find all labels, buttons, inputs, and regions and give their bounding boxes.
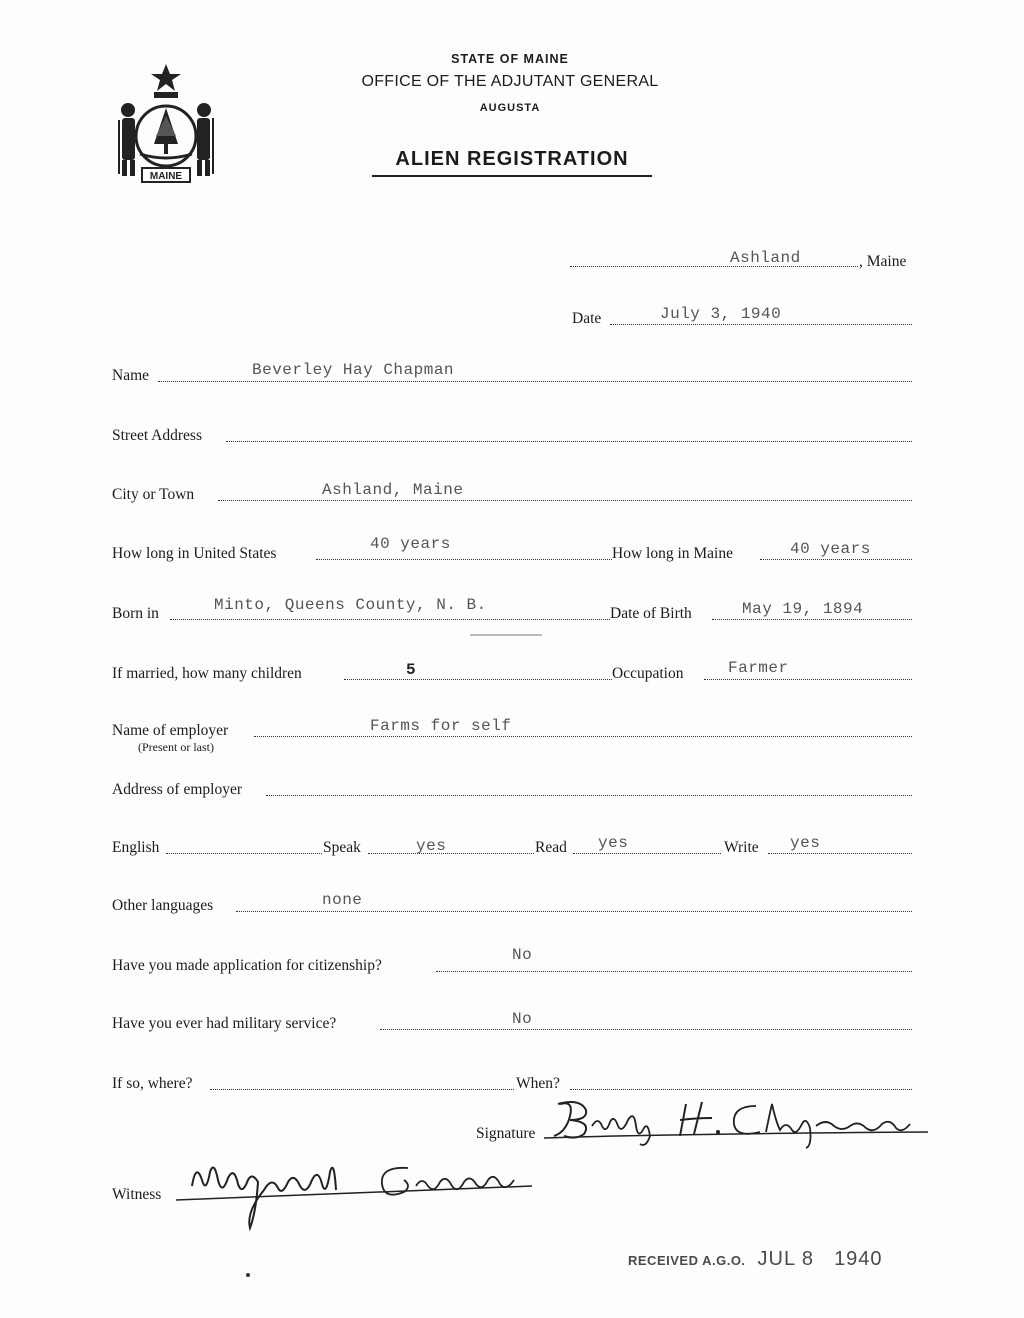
city-label: City or Town <box>112 486 195 503</box>
speak-value: yes <box>416 837 447 855</box>
city-value: Ashland, Maine <box>322 481 464 499</box>
years-maine-line <box>760 559 912 560</box>
born-in-value: Minto, Queens County, N. B. <box>214 596 487 614</box>
maine-state-seal-icon <box>112 62 220 186</box>
ink-mark <box>246 1273 250 1277</box>
english-label: English <box>112 839 160 856</box>
seal-label: MAINE <box>149 171 183 182</box>
write-line <box>768 853 912 854</box>
employer-value: Farms for self <box>370 717 512 735</box>
witness-label: Witness <box>112 1186 162 1203</box>
years-us-line <box>316 559 612 560</box>
read-value: yes <box>598 834 629 852</box>
other-languages-line <box>236 911 912 912</box>
other-languages-value: none <box>322 891 363 909</box>
occupation-line <box>704 679 912 680</box>
years-us-label: How long in United States <box>112 545 277 562</box>
occupation-value: Farmer <box>728 659 789 677</box>
stamp-year: 1940 <box>834 1248 883 1270</box>
years-us-value: 40 years <box>370 535 451 553</box>
name-label: Name <box>112 367 150 384</box>
children-line <box>344 679 612 680</box>
signature-label: Signature <box>476 1125 536 1142</box>
employer-label: Name of employer <box>112 722 229 739</box>
children-value: 5 <box>406 661 417 679</box>
when-label: When? <box>516 1075 560 1092</box>
children-label: If married, how many children <box>112 665 302 682</box>
location-suffix: , Maine <box>859 253 907 270</box>
read-line <box>573 853 721 854</box>
citizenship-value: No <box>512 946 533 964</box>
name-value: Beverley Hay Chapman <box>252 361 455 379</box>
where-label: If so, where? <box>112 1075 193 1092</box>
years-maine-value: 40 years <box>790 540 871 558</box>
city-line <box>218 500 912 501</box>
date-of-birth-label: Date of Birth <box>610 605 692 622</box>
form-title: ALIEN REGISTRATION <box>395 148 629 170</box>
signature-image <box>540 1092 932 1152</box>
citizenship-label: Have you made application for citizenship? <box>112 957 382 974</box>
header-city: AUGUSTA <box>479 102 541 114</box>
english-line <box>166 853 322 854</box>
stamp-received: RECEIVED A.G.O. <box>628 1253 746 1268</box>
occupation-label: Occupation <box>612 665 684 682</box>
speak-line <box>368 853 534 854</box>
employer-address-line <box>266 795 912 796</box>
received-stamp <box>628 1248 883 1271</box>
header-state: STATE OF MAINE <box>451 52 569 66</box>
name-line <box>158 381 912 382</box>
write-label: Write <box>724 839 759 856</box>
header-office: OFFICE OF THE ADJUTANT GENERAL <box>361 73 659 90</box>
witness-signature-image <box>172 1150 536 1234</box>
employer-line <box>254 736 912 737</box>
location-value: Ashland <box>730 249 801 267</box>
born-in-label: Born in <box>112 605 159 622</box>
street-address-label: Street Address <box>112 427 202 444</box>
speak-label: Speak <box>323 839 361 856</box>
read-label: Read <box>535 839 567 856</box>
date-line <box>610 324 912 325</box>
street-address-line <box>226 441 912 442</box>
military-label: Have you ever had military service? <box>112 1015 337 1032</box>
when-line <box>570 1089 912 1090</box>
title-underline <box>372 175 652 177</box>
military-line <box>380 1029 912 1030</box>
date-of-birth-line <box>712 619 912 620</box>
years-maine-label: How long in Maine <box>612 545 733 562</box>
citizenship-line <box>436 971 912 972</box>
where-line <box>210 1089 514 1090</box>
other-languages-label: Other languages <box>112 897 214 914</box>
date-of-birth-value: May 19, 1894 <box>742 600 864 618</box>
employer-address-label: Address of employer <box>112 781 242 798</box>
date-label: Date <box>572 310 602 327</box>
employer-sublabel: (Present or last) <box>138 740 214 754</box>
date-value: July 3, 1940 <box>660 305 782 323</box>
born-in-line <box>170 619 610 620</box>
military-value: No <box>512 1010 533 1028</box>
write-value: yes <box>790 834 821 852</box>
location-line <box>570 266 858 267</box>
stamp-month-day: JUL 8 <box>757 1248 815 1270</box>
correction-mark <box>470 634 542 636</box>
